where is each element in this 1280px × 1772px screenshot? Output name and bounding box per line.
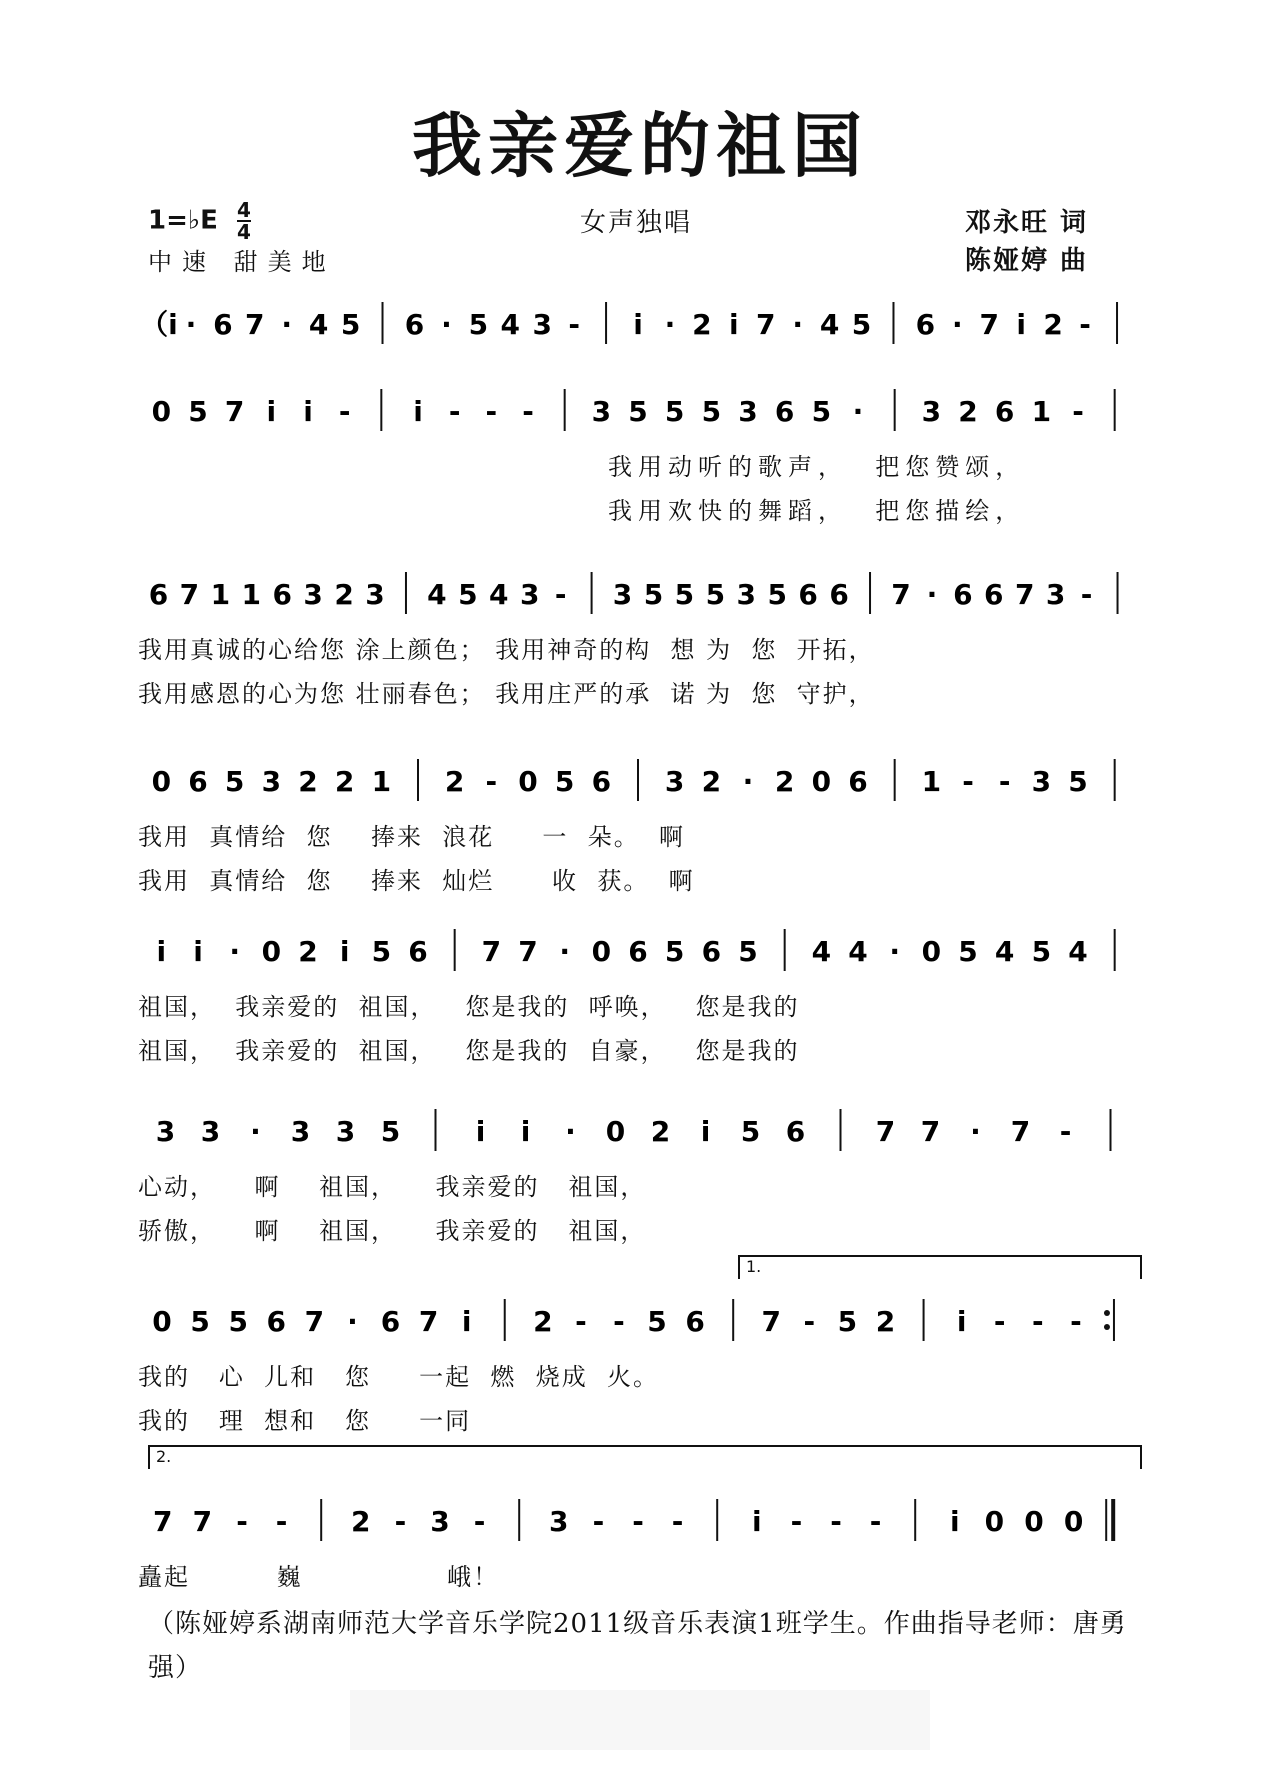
note: · bbox=[926, 578, 938, 611]
note: - bbox=[554, 578, 567, 611]
footnote: （陈娅婷系湖南师范大学音乐学院2011级音乐表演1班学生。作曲指导老师：唐勇强） bbox=[148, 1609, 1127, 1683]
note: - bbox=[394, 1505, 407, 1538]
score-line bbox=[138, 568, 1138, 708]
notation-row bbox=[138, 385, 1138, 435]
note: - bbox=[575, 1305, 587, 1338]
volta-label: 2. bbox=[156, 1447, 172, 1466]
note: i bbox=[461, 1305, 472, 1338]
note: 7 bbox=[224, 395, 245, 428]
repeat-dot bbox=[1104, 1310, 1110, 1316]
note: 7 bbox=[979, 308, 1000, 341]
note: · bbox=[952, 308, 963, 341]
note: 6 bbox=[628, 935, 648, 968]
note: 6 bbox=[848, 765, 868, 798]
lyrics-verse-1: 祖国， 我亲爱的 祖国， 您是我的 呼唤， 您是我的 bbox=[138, 993, 800, 1021]
note: 2 bbox=[958, 395, 978, 428]
note: i bbox=[700, 1115, 711, 1148]
score-line bbox=[138, 385, 1138, 525]
lyrics-verse-1: 我用 真情给 您 捧来 浪花 一 朵。 啊 bbox=[138, 823, 685, 851]
note: · bbox=[559, 935, 570, 968]
note: · bbox=[970, 1115, 981, 1148]
note: 5 bbox=[701, 395, 722, 428]
note: - bbox=[1031, 1305, 1044, 1338]
note: 2 bbox=[692, 308, 712, 341]
note: 5 bbox=[1068, 765, 1088, 798]
note: 3 bbox=[430, 1505, 450, 1538]
note: 1 bbox=[921, 765, 942, 798]
note: - bbox=[275, 1505, 288, 1538]
note: 3 bbox=[736, 578, 757, 611]
note: 5 bbox=[468, 308, 489, 341]
note: · bbox=[792, 308, 803, 341]
note: 6 bbox=[404, 308, 425, 341]
note: 2 bbox=[1043, 308, 1063, 341]
score-line bbox=[138, 298, 1138, 352]
note: · bbox=[664, 308, 676, 341]
note: 2 bbox=[334, 578, 354, 611]
note: 5 bbox=[643, 578, 664, 611]
note: 5 bbox=[664, 935, 685, 968]
note: 3 bbox=[155, 1115, 176, 1148]
note: 7 bbox=[755, 308, 776, 341]
note: i bbox=[266, 395, 277, 428]
note: 5 bbox=[554, 765, 575, 798]
note: 4 bbox=[819, 308, 840, 341]
note: 3 bbox=[612, 578, 633, 611]
composer: 陈娅婷 曲 bbox=[965, 246, 1089, 276]
note: 6 bbox=[213, 308, 233, 341]
note: 5 bbox=[664, 395, 685, 428]
note: 0 bbox=[921, 935, 942, 968]
note: · bbox=[565, 1115, 576, 1148]
note: 6 bbox=[591, 765, 612, 798]
note: 3 bbox=[664, 765, 685, 798]
note: 0 bbox=[1063, 1505, 1084, 1538]
note: 1 bbox=[371, 765, 392, 798]
note: - bbox=[632, 1505, 644, 1538]
note: 5 bbox=[674, 578, 695, 611]
note: - bbox=[568, 308, 580, 341]
note: 5 bbox=[811, 395, 832, 428]
note: i bbox=[156, 935, 167, 968]
note: 5 bbox=[740, 1115, 761, 1148]
note: 6 bbox=[994, 395, 1015, 428]
note: 4 bbox=[500, 308, 521, 341]
note: · bbox=[441, 308, 452, 341]
note: 7 bbox=[192, 1505, 213, 1538]
note: 6 bbox=[272, 578, 292, 611]
note: 6 bbox=[785, 1115, 806, 1148]
volta-bracket bbox=[148, 1445, 1142, 1469]
note: i bbox=[475, 1115, 486, 1148]
note: - bbox=[236, 1505, 248, 1538]
note: 5 bbox=[340, 308, 361, 341]
note: 4 bbox=[811, 935, 832, 968]
note: - bbox=[1072, 395, 1084, 428]
note: 3 bbox=[1031, 765, 1052, 798]
note: 7 bbox=[761, 1305, 782, 1338]
note: - bbox=[1079, 308, 1091, 341]
note: - bbox=[993, 1305, 1006, 1338]
note: - bbox=[962, 765, 974, 798]
note: - bbox=[522, 395, 534, 428]
note: 6 bbox=[408, 935, 428, 968]
note: 3 bbox=[290, 1115, 311, 1148]
note: 1 bbox=[210, 578, 231, 611]
note: 7 bbox=[245, 308, 265, 341]
note: 6 bbox=[953, 578, 973, 611]
score-line bbox=[138, 1495, 1138, 1591]
note: 7 bbox=[418, 1305, 439, 1338]
note: 5 bbox=[458, 578, 478, 611]
score-line bbox=[138, 1105, 1138, 1245]
note: 0 bbox=[151, 765, 172, 798]
note: 2 bbox=[701, 765, 722, 798]
note: 6 bbox=[798, 578, 818, 611]
note: 3 bbox=[921, 395, 942, 428]
note: - bbox=[592, 1505, 605, 1538]
note: i bbox=[729, 308, 739, 341]
note: - bbox=[790, 1505, 803, 1538]
note: - bbox=[830, 1505, 842, 1538]
note: i bbox=[1016, 308, 1027, 341]
note: · bbox=[250, 1115, 261, 1148]
note: 7 bbox=[891, 578, 911, 611]
note: 0 bbox=[152, 1305, 172, 1338]
performance-type: 女声独唱 bbox=[580, 208, 693, 238]
lyrics-verse-1: 我的 心 儿和 您 一起 燃 烧成 火。 bbox=[138, 1363, 659, 1391]
note: 5 bbox=[228, 1305, 248, 1338]
lyrics-verse-1: 矗起 巍 峨！ bbox=[138, 1563, 500, 1591]
note: 5 bbox=[647, 1305, 667, 1338]
note: 0 bbox=[1024, 1505, 1044, 1538]
note: 6 bbox=[148, 578, 169, 611]
note: 0 bbox=[591, 935, 612, 968]
note: - bbox=[1070, 1305, 1082, 1338]
score-line bbox=[138, 1295, 1138, 1435]
note: 5 bbox=[224, 765, 245, 798]
note: 1 bbox=[241, 578, 262, 611]
note: 7 bbox=[304, 1305, 325, 1338]
lyrics-verse-1: 我用真诚的心给您 涂上颜色； 我用神奇的构 想 为 您 开拓， bbox=[138, 636, 875, 664]
volta-bracket bbox=[738, 1255, 1142, 1279]
lyrics-verse-1: 我用动听的歌声， 把您赞颂， bbox=[608, 453, 1026, 481]
score-line bbox=[138, 925, 1138, 1065]
note: 7 bbox=[875, 1115, 896, 1148]
lyrics-verse-2: 我用欢快的舞蹈， 把您描绘， bbox=[608, 497, 1026, 525]
note: 3 bbox=[303, 578, 323, 611]
time-bottom: 4 bbox=[236, 220, 251, 244]
note: i bbox=[339, 935, 350, 968]
key-time-signature bbox=[148, 200, 251, 242]
note: 3 bbox=[549, 1505, 569, 1538]
note: 3 bbox=[519, 578, 540, 611]
lyrics-verse-2: 我用 真情给 您 捧来 灿烂 收 获。 啊 bbox=[138, 867, 695, 895]
key-signature: 1=♭E bbox=[148, 205, 218, 236]
note: i bbox=[520, 1115, 531, 1148]
note: 3 bbox=[261, 765, 282, 798]
note: - bbox=[998, 765, 1011, 798]
note: 4 bbox=[848, 935, 868, 968]
note: 7 bbox=[153, 1505, 173, 1538]
note: 5 bbox=[188, 395, 208, 428]
note: 3 bbox=[200, 1115, 221, 1148]
note: 2 bbox=[298, 765, 318, 798]
note: - bbox=[1059, 1115, 1072, 1148]
note: · bbox=[852, 395, 864, 428]
time-top: 4 bbox=[236, 198, 251, 222]
note: 6 bbox=[266, 1305, 287, 1338]
note: 5 bbox=[190, 1305, 210, 1338]
notation-row bbox=[138, 925, 1138, 975]
note: 0 bbox=[261, 935, 282, 968]
note: 6 bbox=[829, 578, 849, 611]
note: · bbox=[281, 308, 293, 341]
note: 5 bbox=[705, 578, 726, 611]
note: i bbox=[633, 308, 643, 341]
notation-row bbox=[138, 1295, 1138, 1345]
note: 6 bbox=[188, 765, 208, 798]
note: 7 bbox=[518, 935, 538, 968]
note: 7 bbox=[1014, 578, 1035, 611]
note: 4 bbox=[489, 578, 509, 611]
note: 5 bbox=[628, 395, 648, 428]
note: 6 bbox=[774, 395, 795, 428]
note: 6 bbox=[685, 1305, 705, 1338]
note: i bbox=[193, 935, 203, 968]
note: 4 bbox=[308, 308, 329, 341]
lyrics-verse-1: 心动， 啊 祖国， 我亲爱的 祖国， bbox=[138, 1173, 647, 1201]
note: 1 bbox=[1031, 395, 1052, 428]
note: - bbox=[671, 1505, 684, 1538]
note: 2 bbox=[650, 1115, 671, 1148]
song-title: 我亲爱的祖国 bbox=[412, 105, 868, 187]
note: 2 bbox=[298, 935, 318, 968]
lyricist: 邓永旺 词 bbox=[965, 208, 1089, 238]
note: 5 bbox=[958, 935, 978, 968]
note: 2 bbox=[533, 1305, 553, 1338]
lyrics-verse-2: 我用感恩的心为您 壮丽春色； 我用庄严的承 诺 为 您 守护， bbox=[138, 680, 875, 708]
note: 5 bbox=[767, 578, 787, 611]
note: - bbox=[1080, 578, 1093, 611]
scan-shadow bbox=[350, 1690, 930, 1750]
note: 0 bbox=[151, 395, 172, 428]
note: · bbox=[229, 935, 240, 968]
note: 0 bbox=[518, 765, 538, 798]
note: 5 bbox=[851, 308, 872, 341]
note: i bbox=[303, 395, 313, 428]
repeat-dot bbox=[1104, 1324, 1110, 1330]
notation-row bbox=[138, 1105, 1138, 1155]
note: · bbox=[185, 308, 197, 341]
note: 5 bbox=[837, 1305, 858, 1338]
note: 2 bbox=[444, 765, 465, 798]
time-signature bbox=[237, 200, 251, 242]
note: 3 bbox=[335, 1115, 356, 1148]
note: 6 bbox=[380, 1305, 401, 1338]
note: 5 bbox=[1031, 935, 1052, 968]
notation-row bbox=[138, 755, 1138, 805]
note: · bbox=[889, 935, 900, 968]
note: - bbox=[613, 1305, 625, 1338]
note: - bbox=[485, 395, 498, 428]
note: 3 bbox=[532, 308, 552, 341]
note: 5 bbox=[371, 935, 392, 968]
note: i bbox=[751, 1505, 762, 1538]
tempo-marking: 中速 甜美地 bbox=[148, 248, 336, 276]
note: - bbox=[338, 395, 351, 428]
note: - bbox=[485, 765, 498, 798]
note: - bbox=[448, 395, 461, 428]
lyrics-verse-2: 祖国， 我亲爱的 祖国， 您是我的 自豪， 您是我的 bbox=[138, 1037, 800, 1065]
note: 6 bbox=[915, 308, 936, 341]
note: 2 bbox=[351, 1505, 371, 1538]
notation-row bbox=[138, 298, 1138, 348]
note: - bbox=[869, 1505, 882, 1538]
note: 7 bbox=[920, 1115, 941, 1148]
note: 4 bbox=[994, 935, 1015, 968]
note: 7 bbox=[1010, 1115, 1031, 1148]
note: i bbox=[413, 395, 423, 428]
note: 6 bbox=[984, 578, 1004, 611]
note: （i bbox=[140, 308, 178, 341]
notation-row bbox=[138, 1495, 1138, 1545]
note: i bbox=[956, 1305, 967, 1338]
note: 6 bbox=[701, 935, 722, 968]
note: 4 bbox=[427, 578, 447, 611]
note: 3 bbox=[1045, 578, 1066, 611]
note: · bbox=[347, 1305, 358, 1338]
note: i bbox=[949, 1505, 960, 1538]
note: · bbox=[742, 765, 754, 798]
notation-row bbox=[138, 568, 1138, 618]
note: 5 bbox=[738, 935, 758, 968]
volta-label: 1. bbox=[746, 1257, 762, 1276]
note: 7 bbox=[179, 578, 200, 611]
note: - bbox=[803, 1305, 816, 1338]
note: 3 bbox=[591, 395, 612, 428]
note: - bbox=[473, 1505, 486, 1538]
note: 2 bbox=[334, 765, 355, 798]
note: 0 bbox=[984, 1505, 1005, 1538]
note: 3 bbox=[365, 578, 385, 611]
note: 2 bbox=[875, 1305, 896, 1338]
score-line bbox=[138, 755, 1138, 895]
note: 7 bbox=[481, 935, 502, 968]
note: 5 bbox=[380, 1115, 401, 1148]
note: 0 bbox=[811, 765, 832, 798]
note: 4 bbox=[1068, 935, 1088, 968]
lyrics-verse-2: 我的 理 想和 您 一同 bbox=[138, 1407, 472, 1435]
note: 0 bbox=[605, 1115, 626, 1148]
note: 2 bbox=[774, 765, 795, 798]
note: 3 bbox=[738, 395, 758, 428]
lyrics-verse-2: 骄傲， 啊 祖国， 我亲爱的 祖国， bbox=[138, 1217, 647, 1245]
